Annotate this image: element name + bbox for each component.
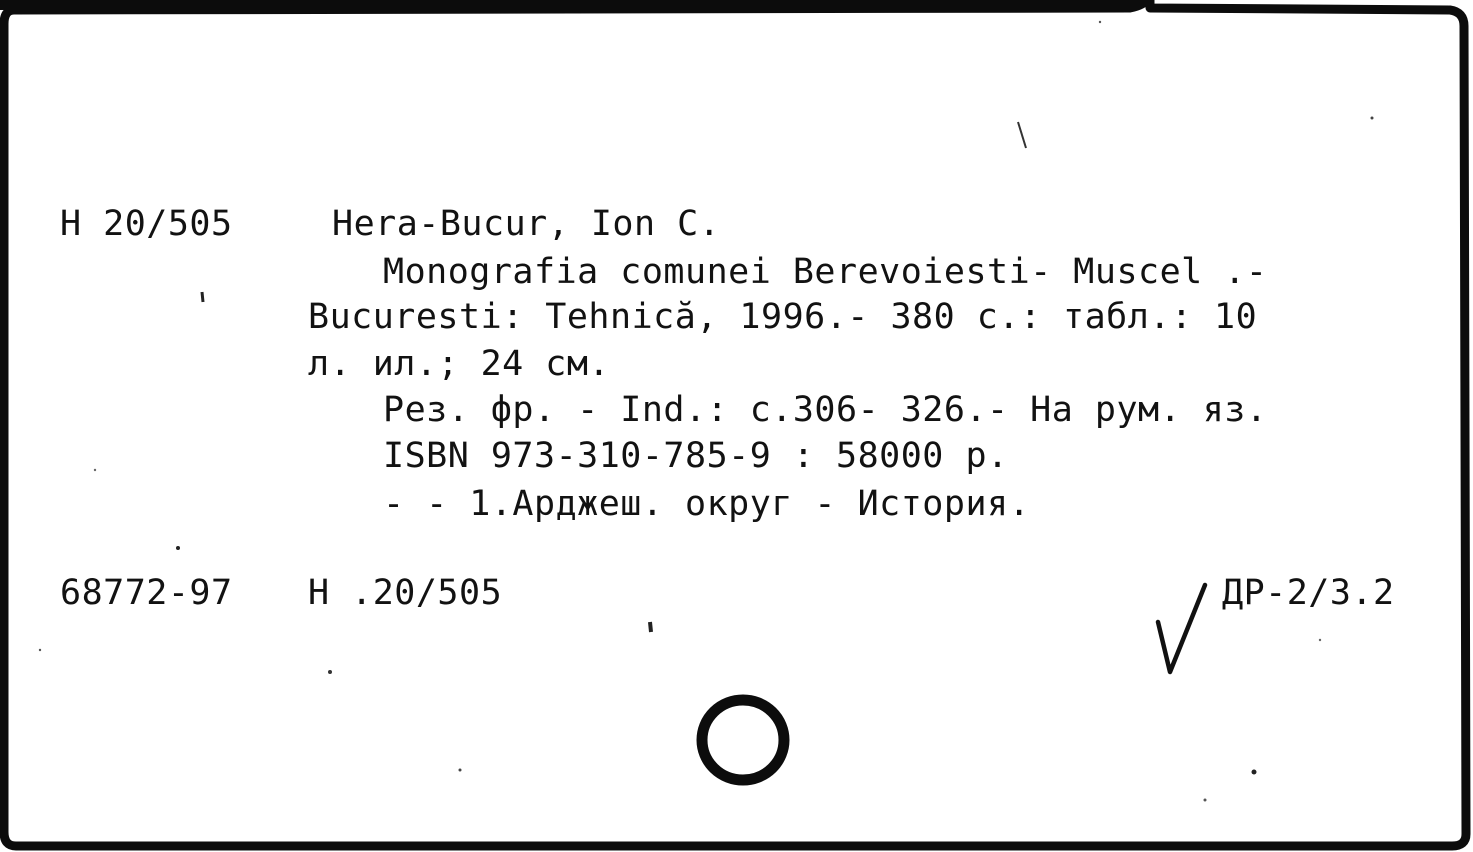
title-line: Monografia comunei Berevoiesti- Muscel .- [383, 252, 1268, 292]
footer-shelf-mark: H .20/505 [308, 573, 503, 613]
punch-hole-icon [702, 700, 784, 780]
subject-line: - - 1.Арджеш. округ - История. [383, 484, 1031, 524]
classification-code: ДР-2/3.2 [1222, 573, 1395, 613]
author: Hera-Bucur, Ion C. [332, 204, 721, 244]
shelf-mark: H 20/505 [60, 204, 233, 244]
notes-line: Рез. фр. - Ind.: с.306- 326.- На рум. яз. [383, 390, 1268, 430]
check-mark-icon [1158, 585, 1205, 672]
extent-line: л. ил.; 24 см. [308, 344, 611, 384]
accession-number: 68772-97 [60, 573, 233, 613]
imprint-line: Bucuresti: Tehnică, 1996.- 380 с.: табл.: 10 [308, 297, 1258, 337]
isbn-line: ISBN 973-310-785-9 : 58000 р. [383, 436, 1009, 476]
